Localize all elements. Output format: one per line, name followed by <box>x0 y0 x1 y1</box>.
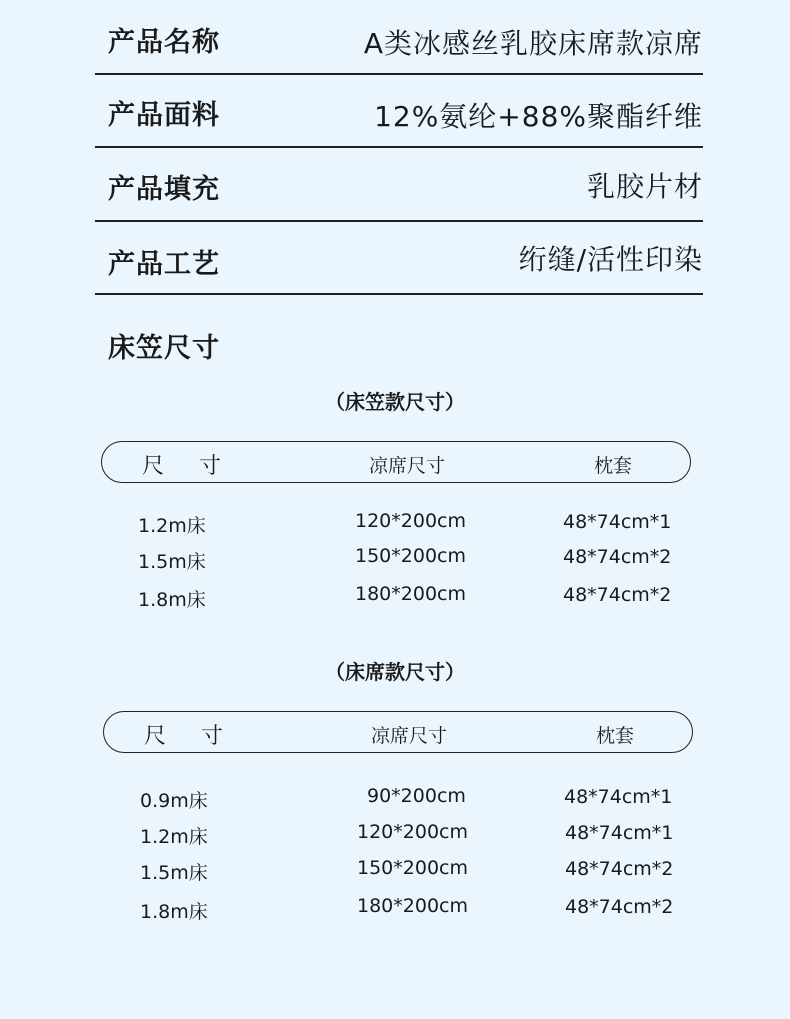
table-cell: 48*74cm*1 <box>563 511 672 533</box>
table-cell: 1.2m床 <box>138 515 206 537</box>
table-cell: 1.5m床 <box>140 862 208 884</box>
table-cell: 1.2m床 <box>140 826 208 848</box>
table-cell: 1.8m床 <box>140 901 208 923</box>
table-cell: 48*74cm*1 <box>565 822 674 844</box>
header-mat-size: 凉席尺寸 <box>371 725 448 747</box>
table-cell: 0.9m床 <box>140 790 208 812</box>
header-size: 尺 寸 <box>144 724 237 749</box>
table-cell: 150*200cm <box>355 545 466 567</box>
spec-value: A类冰感丝乳胶床席款凉席 <box>363 27 703 60</box>
spec-value: 12%氨纶+88%聚酯纤维 <box>374 100 703 133</box>
spec-label: 产品面料 <box>108 100 220 131</box>
spec-value: 乳胶片材 <box>586 170 703 203</box>
table-cell: 1.5m床 <box>138 551 206 573</box>
table-caption: （床席款尺寸） <box>325 660 465 684</box>
table-cell: 1.8m床 <box>138 589 206 611</box>
section-title: 床笠尺寸 <box>108 333 220 364</box>
table-cell: 120*200cm <box>355 510 466 532</box>
table-header <box>101 441 691 483</box>
table-cell: 120*200cm <box>357 821 468 843</box>
table-cell: 48*74cm*1 <box>564 786 673 808</box>
table-header <box>103 711 693 753</box>
spec-row-name <box>95 0 703 75</box>
table-cell: 90*200cm <box>367 785 466 807</box>
header-mat-size: 凉席尺寸 <box>369 455 446 477</box>
table-caption: （床笠款尺寸） <box>325 390 465 414</box>
spec-label: 产品名称 <box>108 27 220 58</box>
spec-label: 产品填充 <box>108 174 220 205</box>
header-pillowcase: 枕套 <box>594 455 633 477</box>
table-cell: 48*74cm*2 <box>565 896 674 918</box>
spec-row-craft <box>95 222 703 295</box>
table-cell: 180*200cm <box>357 895 468 917</box>
header-pillowcase: 枕套 <box>596 725 635 747</box>
spec-value: 绗缝/活性印染 <box>518 243 703 276</box>
spec-row-filling <box>95 148 703 222</box>
spec-row-fabric <box>95 75 703 148</box>
table-cell: 48*74cm*2 <box>565 858 674 880</box>
header-size: 尺 寸 <box>142 454 235 479</box>
table-cell: 150*200cm <box>357 857 468 879</box>
spec-label: 产品工艺 <box>108 249 220 280</box>
table-cell: 48*74cm*2 <box>563 584 672 606</box>
table-cell: 180*200cm <box>355 583 466 605</box>
table-cell: 48*74cm*2 <box>563 546 672 568</box>
